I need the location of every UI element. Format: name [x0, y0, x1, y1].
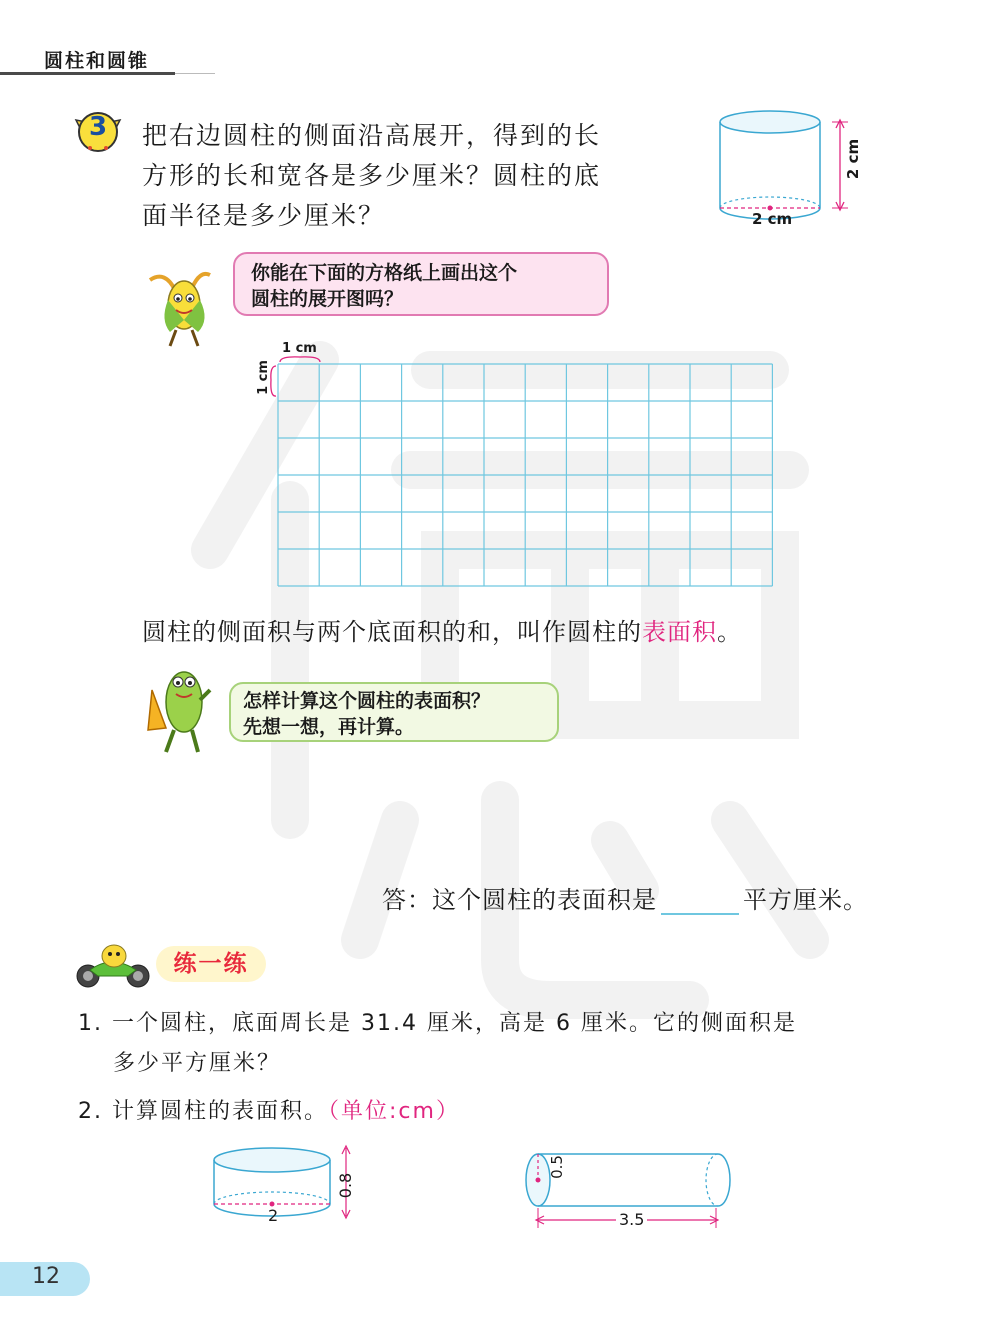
exercise-2-number: 2. [78, 1099, 103, 1124]
corn-mascot-icon [140, 260, 230, 350]
exercise-2-unit: （单位:cm） [328, 1099, 460, 1124]
grid-unit-x-label: 1 cm [282, 341, 317, 356]
definition-end: 。 [717, 618, 742, 646]
exercise-1 [78, 1006, 797, 1037]
practice-1-height: 0.8 [336, 1172, 356, 1199]
exercise-1-line-2: 多少平方厘米？ [113, 1051, 282, 1076]
exercise-1-number: 1. [78, 1011, 103, 1036]
answer-unit: 平方厘米。 [743, 886, 868, 914]
definition-text: 圆柱的侧面积与两个底面积的和，叫作圆柱的 [142, 618, 642, 646]
practice-2-length: 3.5 [616, 1210, 647, 1229]
hint-bubble-2 [229, 682, 559, 742]
exercise-1-line-1: 一个圆柱，底面周长是 31.4 厘米，高是 6 厘米。它的侧面积是 [112, 1011, 797, 1036]
hint-1-line-1: 你能在下面的方格纸上画出这个 [251, 262, 518, 284]
hint-1-line-2: 圆柱的展开图吗？ [251, 288, 404, 310]
cylinder-height-label: 2 cm [844, 138, 863, 180]
surface-area-definition [142, 612, 742, 647]
exercise-2-text: 计算圆柱的表面积。 [112, 1099, 329, 1124]
problem-number-badge [74, 108, 122, 154]
grid-unit-y-label: 1 cm [255, 360, 271, 395]
hint-bubble-1 [233, 252, 609, 316]
practice-2-radius: 0.5 [547, 1155, 566, 1179]
chapter-title: 圆柱和圆锥 [44, 50, 150, 72]
answer-line [382, 880, 868, 915]
answer-blank[interactable] [661, 891, 739, 915]
pea-mascot-icon [140, 660, 230, 760]
practice-title: 练一练 [156, 946, 266, 982]
header-rule-soft [175, 73, 215, 74]
practice-1-diameter: 2 [268, 1206, 279, 1225]
cylinder-diameter-label: 2 cm [752, 210, 793, 228]
problem-line-2: 方形的长和宽各是多少厘米？圆柱的底 [142, 161, 602, 190]
exercise-2 [78, 1094, 460, 1125]
answer-text: 答：这个圆柱的表面积是 [382, 886, 657, 914]
header-rule [0, 72, 175, 75]
page-number: 12 [32, 1264, 60, 1289]
hint-2-line-1: 怎样计算这个圆柱的表面积？ [243, 690, 491, 712]
grid-paper [268, 352, 784, 592]
problem-number: 3 [88, 112, 108, 142]
problem-line-1: 把右边圆柱的侧面沿高展开，得到的长 [142, 121, 602, 150]
hint-2-line-2: 先想一想，再计算。 [243, 716, 415, 738]
motorcycle-mascot-icon [72, 940, 158, 990]
definition-term: 表面积 [642, 618, 717, 646]
problem-line-3: 面半径是多少厘米？ [142, 201, 386, 230]
